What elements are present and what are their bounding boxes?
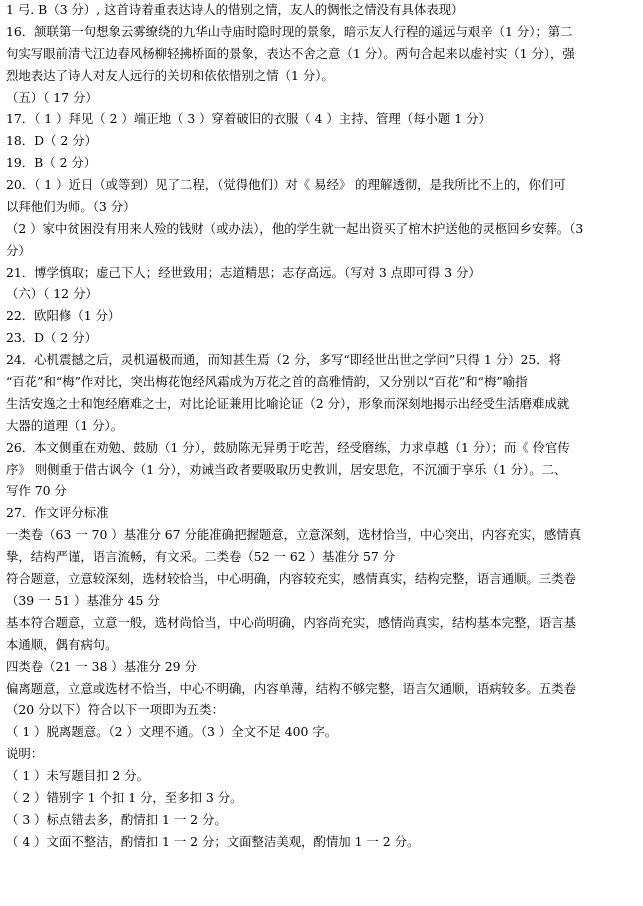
text-line: 烈地表达了诗人对友人远行的关切和依依惜别之情（1 分）。 — [6, 68, 334, 83]
text-line: 基本符合题意，立意一般，选材尚恰当，中心尚明确，内容尚充实，感情尚真实，结构基本完整，语言基 — [6, 615, 576, 630]
text-line: 句实写眼前清弋江边春风杨柳轻拂桥面的景象，表达不舍之意（1 分）。两句合起来以虚衬实（1 分），强 — [6, 46, 575, 61]
text-line: 偏离题意，立意或选材不恰当，中心不明确，内容单薄，结构不够完整，语言欠通顺，语病较多。五类卷 — [6, 681, 576, 696]
text-line: 一类卷（63 一 70 ）基准分 67 分能准确把握题意，立意深刻，选材恰当，中心突出，内容充实，感情真 — [6, 527, 582, 542]
text-line: 说明： — [6, 746, 44, 761]
text-line: 27．作文评分标准 — [6, 505, 109, 520]
text-line: 序》 则侧重于借古讽今（1 分），劝诫当政者要吸取历史教训，居安思危，不沉湎于享乐（1 分）。二、 — [6, 462, 567, 477]
text-line: 16．颔联第一句想象云雾缭绕的九华山寺庙时隐时现的景象，暗示友人行程的遥远与艰辛（1 分）；第二 — [6, 24, 573, 39]
text-line: 分） — [6, 243, 31, 258]
text-line: （ 2 ）错别字 1 个扣 1 分，至多扣 3 分。 — [6, 790, 243, 805]
text-line: 符合题意，立意较深刻，选材较恰当，中心明确，内容较充实，感情真实，结构完整，语言通顺。三类卷 — [6, 571, 576, 586]
section-heading: （五）（ 17 分） — [6, 90, 98, 105]
text-line: 挚，结构严谨，语言流畅，有文采。二类卷（52 一 62 ）基准分 57 分 — [6, 549, 396, 564]
text-line: （ 1 ）脱离题意。（2 ）文理不通。（3 ）全文不足 400 字。 — [6, 724, 338, 739]
text-line: 18．D（ 2 分） — [6, 133, 98, 148]
text-line: 17．（ 1 ）拜见（ 2 ）端正地（ 3 ）穿着破旧的衣服（ 4 ）主持、管理（每小题 1 分） — [6, 111, 491, 126]
text-line: 22．欧阳修（1 分） — [6, 308, 121, 323]
section-heading: 写作 70 分 — [6, 483, 67, 498]
text-line: 23．D（ 2 分） — [6, 330, 98, 345]
text-line: 26．本文侧重在劝勉、鼓励（1 分），鼓励陈无异勇于吃苦，经受磨练，力求卓越（1 分）；而《 伶官传 — [6, 440, 570, 455]
text-line: 20．（ 1 ）近日（或等到）见了二程，（觉得他们）对《 易经》 的理解透彻，是我所比不上的，你们可 — [6, 177, 566, 192]
text-line: 1 弓. B（3 分）, 这首诗着重表达诗人的惜别之情，友人的惆怅之情没有具体表现） — [6, 2, 464, 17]
text-line: 大器的道理（1 分）。 — [6, 418, 124, 433]
text-line: （ 1 ）未写题目扣 2 分。 — [6, 768, 150, 783]
text-line: 24．心机震撼之后，灵机逼极而通，而知甚生焉（2 分，多写“即经世出世之学问”只得 1 分）25．将 — [6, 352, 562, 367]
text-line: （ 3 ）标点错去多，酌情扣 1 一 2 分。 — [6, 812, 227, 827]
text-line: 四类卷（21 一 38 ）基准分 29 分 — [6, 659, 197, 674]
text-line: 生活安逸之士和饱经磨难之士，对比论证兼用比喻论证（2 分），形象而深刻地揭示出经受生活磨难成就 — [6, 396, 570, 411]
text-line: 本通顺，偶有病句。 — [6, 637, 118, 652]
text-line: （2 ）家中贫困没有用来人殓的钱财（或办法），他的学生就一起出资买了棺木护送他的灵柩回乡安葬。（3 — [6, 221, 584, 236]
text-line: （20 分以下）符合以下一项即为五类： — [6, 702, 224, 717]
text-line: 21．博学慎取；虚己下人；经世致用；志道精思；志存高远。（写对 3 点即可得 3 分） — [6, 265, 481, 280]
section-heading: （六）（ 12 分） — [6, 286, 98, 301]
text-line: （39 一 51 ）基准分 45 分 — [6, 593, 160, 608]
text-line: 以拜他们为师。（3 分） — [6, 199, 136, 214]
text-line: “百花”和“梅”作对比，突出梅花饱经风霜成为万花之首的高雅情韵，又分别以“百花”和“梅”喻指 — [6, 374, 528, 389]
text-line: 19．B（ 2 分） — [6, 155, 97, 170]
text-line: （ 4 ）文面不整洁，酌情扣 1 一 2 分；文面整洁美观，酌情加 1 一 2 分。 — [6, 834, 420, 849]
